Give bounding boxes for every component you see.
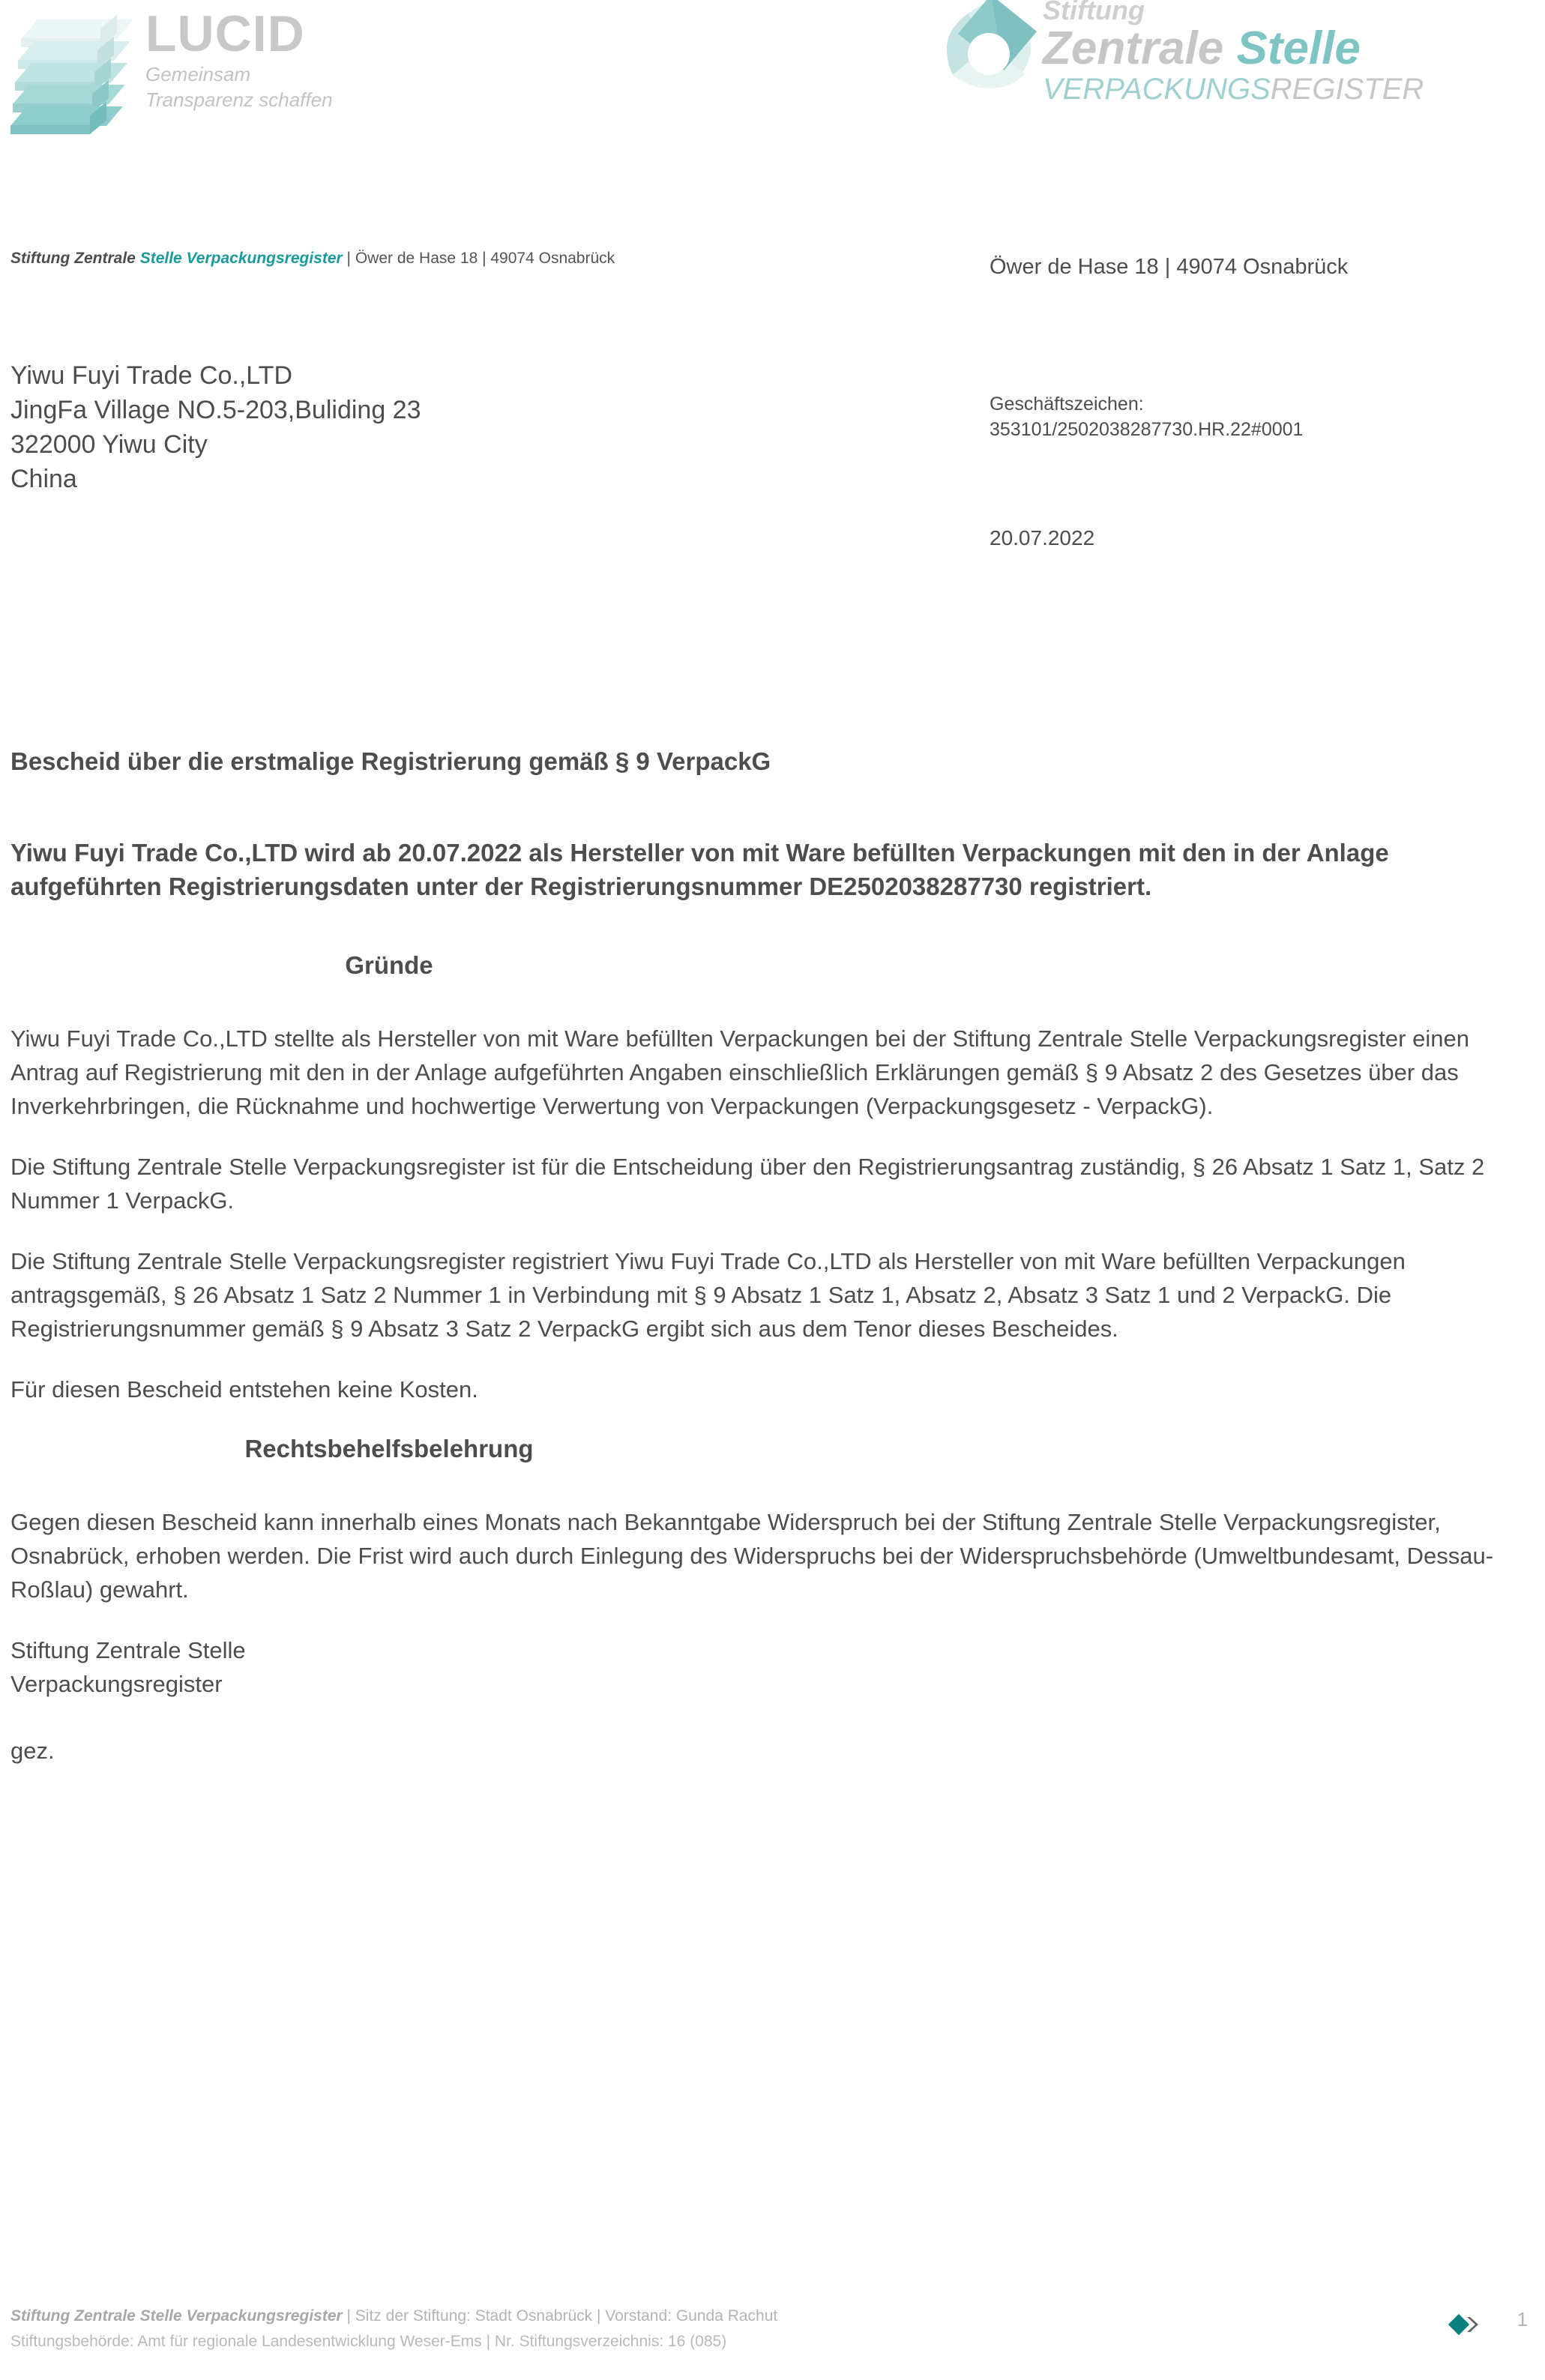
chevron-right-icon (1466, 2316, 1478, 2333)
logo-band (0, 0, 1545, 161)
footer-line-1 (10, 2304, 1532, 2329)
rechtsbehelf-paragraph: Gegen diesen Bescheid kann innerhalb eines Monats nach Bekanntgabe Widerspruch bei der Stiftung Zentrale Stelle Verpackungsregister, Osnabrück, erhoben werden. Die Frist wird auch durch Einlegung des Widerspruchs bei der Widerspruchsbehörde (Umweltbundesamt, Dessau-Roßlau) gewahrt. (10, 1509, 1494, 1603)
lucid-title: LUCID (145, 5, 305, 62)
lucid-stack-icon (10, 19, 138, 136)
zsvr-zentrale: Zentrale (1043, 22, 1224, 74)
zsvr-wordmark (1043, 0, 1530, 106)
zsvr-line-zentrale-stelle (1043, 22, 1530, 74)
signature-org-line-2: Verpackungsregister (10, 1671, 223, 1697)
reference-label: Geschäftszeichen: (990, 394, 1144, 415)
reference-block (990, 391, 1303, 442)
lucid-logo (10, 6, 400, 141)
document-body (10, 746, 1517, 1768)
office-address: Öwer de Hase 18 | 49074 Osnabrück (990, 255, 1349, 279)
gruende-paragraph-1: Yiwu Fuyi Trade Co.,LTD stellte als Hersteller von mit Ware befüllten Verpackungen bei der Stiftung Zentrale Stelle Verpackungsregister einen Antrag auf Registrierung mit den in der Anlage aufgeführten Angaben einschließlich Erklärungen gemäß § 9 Absatz 2 des Gesetzes über das Inverkehrbringen, die Rücknahme und hochwertige Verwertung von Verpackungen (Verpackungsgesetz - VerpackG). (10, 1025, 1469, 1119)
page-footer (10, 2304, 1532, 2367)
zsvr-logo (930, 0, 1530, 106)
zsvr-line-stiftung: Stiftung (1043, 0, 1145, 25)
signature-gez: gez. (10, 1738, 55, 1764)
heading-gruende: Gründe (345, 951, 433, 979)
recipient-line-1: Yiwu Fuyi Trade Co.,LTD (10, 361, 293, 390)
sender-address: | Öwer de Hase 18 | 49074 Osnabrück (346, 250, 615, 267)
signature-org-line-1: Stiftung Zentrale Stelle (10, 1637, 246, 1663)
zsvr-verpackungs: VERPACKUNGS (1043, 73, 1271, 106)
heading-rechtsbehelfsbelehrung: Rechtsbehelfsbelehrung (244, 1435, 534, 1462)
zsvr-droplet-icon (930, 0, 1050, 97)
sender-return-address (10, 250, 615, 268)
recipient-address-block (10, 358, 421, 496)
footer-org-details: | Sitz der Stiftung: Stadt Osnabrück | Vorstand: Gunda Rachut (346, 2307, 778, 2325)
reference-value: 353101/2502038287730.HR.22#0001 (990, 419, 1304, 440)
tenor-paragraph: Yiwu Fuyi Trade Co.,LTD wird ab 20.07.2022 als Hersteller von mit Ware befüllten Verpackungen mit den in der Anlage aufgeführten Registrierungsdaten unter der Registrierungsnummer DE2502038287730 registriert. (10, 839, 1389, 900)
gruende-paragraph-2: Die Stiftung Zentrale Stelle Verpackungsregister ist für die Entscheidung über den Registrierungsantrag zuständig, § 26 Absatz 1 Satz 1, Satz 2 Nummer 1 VerpackG. (10, 1154, 1485, 1214)
recipient-line-3: 322000 Yiwu City (10, 430, 208, 459)
page-number: 1 (1517, 2308, 1528, 2331)
lucid-wordmark (145, 6, 333, 112)
footer-line-2: Stiftungsbehörde: Amt für regionale Landesentwicklung Weser-Ems | Nr. Stiftungsverzeichnis: 16 (085) (10, 2333, 727, 2350)
zsvr-stelle: Stelle (1236, 22, 1361, 74)
lucid-tagline-line1: Gemeinsam (145, 63, 251, 85)
footer-diamond-chevron-icon (1451, 2313, 1486, 2338)
sender-org-dark: Stiftung Zentrale (10, 250, 136, 267)
zsvr-register: REGISTER (1270, 73, 1424, 106)
recipient-line-4: China (10, 465, 77, 493)
letter-date: 20.07.2022 (990, 526, 1095, 549)
costs-paragraph: Für diesen Bescheid entstehen keine Kosten. (10, 1376, 478, 1403)
lucid-tagline-line2: Transparenz schaffen (145, 88, 333, 111)
sender-org-teal: Stelle Verpackungsregister (139, 250, 343, 267)
recipient-line-2: JingFa Village NO.5-203,Buliding 23 (10, 396, 421, 424)
zsvr-line-verpackungsregister (1043, 72, 1530, 106)
gruende-paragraph-3: Die Stiftung Zentrale Stelle Verpackungsregister registriert Yiwu Fuyi Trade Co.,LTD als Hersteller von mit Ware befüllten Verpackungen antragsgemäß, § 26 Absatz 1 Satz 2 Nummer 1 in Verbindung mit § 9 Absatz 1 Satz 1, Absatz 2, Absatz 3 Satz 1 und 2 VerpackG. Die Registrierungsnummer gemäß § 9 Absatz 3 Satz 2 VerpackG ergibt sich aus dem Tenor dieses Bescheides. (10, 1248, 1406, 1342)
footer-org-name: Stiftung Zentrale Stelle Verpackungsregister (10, 2307, 343, 2325)
document-title: Bescheid über die erstmalige Registrierung gemäß § 9 VerpackG (10, 747, 771, 775)
